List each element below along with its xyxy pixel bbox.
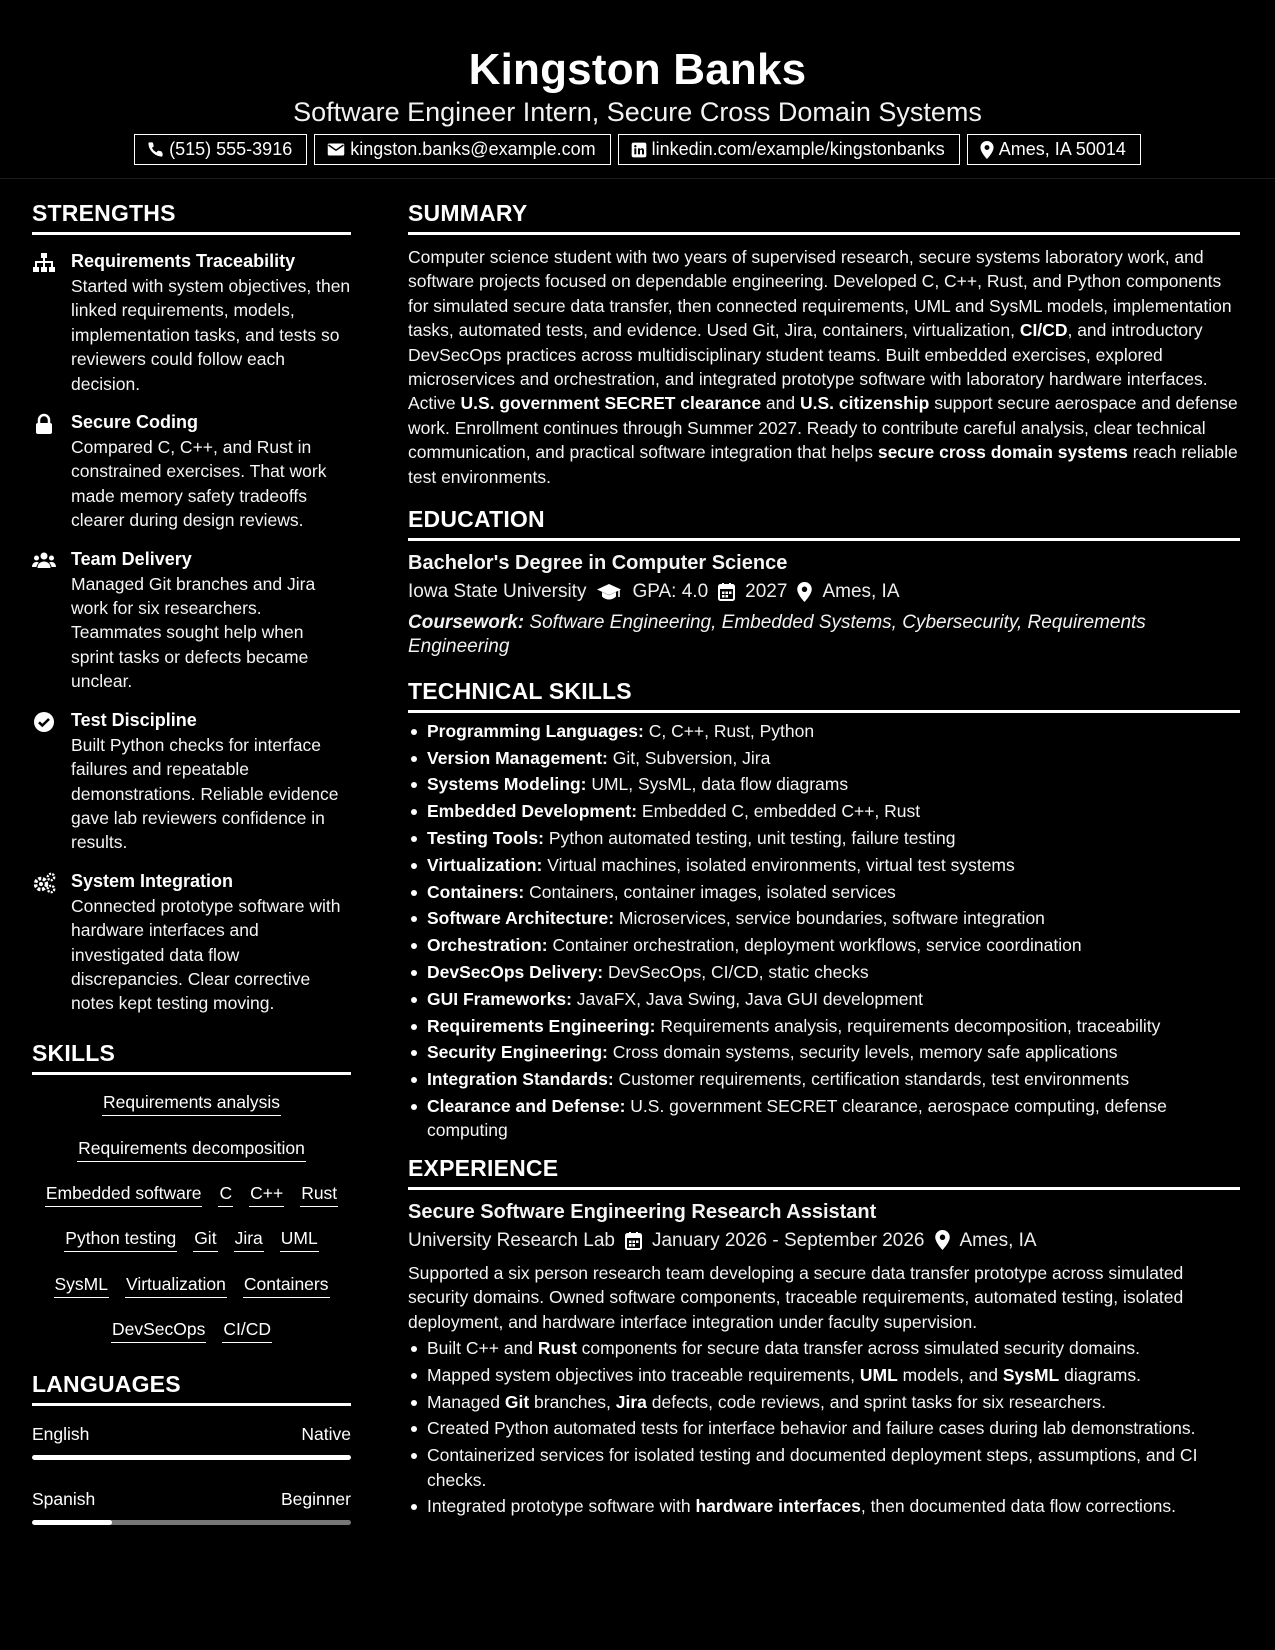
language-item [32,1422,351,1460]
skill-tag: Containers [243,1272,330,1298]
education-meta [408,577,1240,606]
language-proficiency-fill [32,1455,351,1460]
technical-skill-item [408,853,1240,877]
resume-header [0,0,1275,179]
technical-skill-value: Requirements analysis, requirements decomposition, traceability [655,1015,1161,1036]
strength-item [32,410,351,533]
skill-tag: DevSecOps [111,1317,206,1343]
technical-skill-label: Embedded Development: [427,801,638,822]
technical-skill-item [408,746,1240,770]
language-item [32,1487,351,1525]
technical-skill-value: Python automated testing, unit testing, failure testing [543,828,956,849]
languages-heading: LANGUAGES [32,1367,351,1406]
technical-skill-label: Containers: [427,881,525,902]
technical-skill-value: Customer requirements, certification standards, test environments [613,1069,1130,1090]
strength-desc: Connected prototype software with hardware interfaces and investigated data flow discrepancies. Clear corrective notes kept testing moving. [71,895,341,1014]
strength-desc: Compared C, C++, and Rust in constrained exercises. That work made memory safety tradeoffs clearer during design reviews. [71,437,327,531]
technical-skills-heading: TECHNICAL SKILLS [408,674,1240,713]
technical-skill-item [408,880,1240,904]
technical-skill-item [408,772,1240,796]
technical-skill-label: Systems Modeling: [427,774,587,795]
technical-skill-item [408,987,1240,1011]
technical-skill-value: C, C++, Rust, Python [643,720,815,741]
technical-skill-value: U.S. government SECRET clearance, aerospace computing, defense computing [427,1096,1167,1141]
skill-tag: C++ [249,1181,284,1207]
technical-skill-item [408,1040,1240,1064]
contact-location-text: Ames, IA 50014 [998,139,1126,159]
school-name: Iowa State University [408,581,587,603]
skills-tag-row [32,1217,351,1262]
job-bullet: Containerized services for isolated testing and documented deployment steps, assumptions, and CI checks. [408,1443,1240,1492]
technical-skill-value: Container orchestration, deployment workflows, service coordination [547,935,1082,956]
contact-phone[interactable] [134,134,307,165]
job-bullet: Created Python automated tests for interface behavior and failure cases during lab demonstrations. [408,1416,1240,1440]
strength-item [32,547,351,694]
language-proficiency-fill [32,1520,112,1525]
skills-tag-row [32,1081,351,1126]
calendar-icon [718,582,735,601]
technical-skill-item [408,1067,1240,1091]
skill-tag: Requirements decomposition [77,1136,306,1162]
coursework [408,611,1240,660]
language-name: English [32,1423,90,1444]
strength-item [32,249,351,396]
linkedin-icon [631,142,647,158]
technical-skills-list [408,719,1240,1143]
skill-tag: Virtualization [125,1272,227,1298]
strength-desc: Started with system objectives, then linked requirements, models, implementation tasks, and tests so reviewers could follow each decision. [71,276,351,394]
calendar-icon [625,1231,642,1250]
technical-skill-label: Requirements Engineering: [427,1015,656,1036]
graduation-year: 2027 [745,581,788,603]
job-bullets [408,1336,1240,1519]
strength-title: Team Delivery [71,548,192,569]
job-dates: January 2026 - September 2026 [651,1229,925,1251]
technical-skill-item [408,826,1240,850]
job-bullet: Built C++ and Rust components for secure data transfer across simulated security domains. [408,1336,1240,1360]
envelope-icon [327,142,345,157]
technical-skill-value: Git, Subversion, Jira [607,747,771,768]
skills-heading: SKILLS [32,1036,351,1075]
strength-title: Test Discipline [71,709,197,730]
job-bullet: Mapped system objectives into traceable requirements, UML models, and SysML diagrams. [408,1363,1240,1387]
technical-skill-item [408,1014,1240,1038]
summary-heading: SUMMARY [408,196,1240,235]
technical-skill-value: Embedded C, embedded C++, Rust [637,801,921,822]
technical-skill-value: Microservices, service boundaries, software integration [614,908,1045,929]
strength-title: Requirements Traceability [71,251,296,271]
skill-tag: Rust [300,1181,338,1207]
language-name: Spanish [32,1488,96,1509]
users-icon [32,550,56,572]
skill-tag: UML [280,1226,319,1252]
technical-skill-label: Integration Standards: [427,1069,614,1090]
technical-skill-label: Testing Tools: [427,828,544,849]
strength-title: System Integration [71,870,234,891]
coursework-list: Software Engineering, Embedded Systems, Cybersecurity, Requirements Engineering [408,612,1146,658]
technical-skill-item [408,960,1240,984]
technical-skill-value: Cross domain systems, security levels, memory safe applications [607,1042,1118,1063]
map-marker-icon [797,582,812,602]
contact-email-text: kingston.banks@example.com [350,139,596,159]
technical-skill-label: Programming Languages: [427,720,644,741]
graduation-cap-icon [596,583,622,601]
skill-tag: Python testing [64,1226,177,1252]
technical-skill-item [408,906,1240,930]
experience-heading: EXPERIENCE [408,1151,1240,1190]
contact-linkedin-text: linkedin.com/example/kingstonbanks [651,139,945,159]
language-level: Beginner [280,1488,351,1509]
gears-icon [32,872,56,894]
right-column [408,196,1240,1521]
job-bullet: Integrated prototype software with hardware interfaces, then documented data flow corrections. [408,1494,1240,1518]
skill-tag: CI/CD [222,1317,272,1343]
technical-skill-label: Software Architecture: [427,908,615,929]
contact-phone-text: (515) 555-3916 [169,139,293,159]
technical-skill-label: DevSecOps Delivery: [427,962,604,983]
check-circle-icon [32,711,56,733]
technical-skill-item [408,799,1240,823]
job-description: Supported a six person research team developing a secure data transfer prototype across simulated security domains. Owned software components, traceable requirements, automated testing, isolated deployment, and hardware interface integration under faculty supervision. [408,1262,1184,1332]
degree-title: Bachelor's Degree in Computer Science [408,552,788,575]
technical-skill-label: GUI Frameworks: [427,988,572,1009]
gpa: GPA: 4.0 [632,581,709,603]
skill-tag: Embedded software [45,1181,203,1207]
contact-location [967,134,1141,165]
technical-skill-value: Containers, container images, isolated services [524,881,896,902]
language-proficiency-bar [32,1455,351,1460]
summary-text: Computer science student with two years of supervised research, secure systems laboratory work, and software projects focused on dependable engineering. Developed C, C++, Rust, and Python components for simulated secure data transfer, then connected requirements, UML and SysML models, implementation tasks, automated tests, and evidence. Used Git, Jira, containers, virtualization, CI/CD, and introductory DevSecOps practices across multidisciplinary student teams. Built embedded exercises, explored microservices and orchestration, and integrated prototype software with laboratory hardware interfaces. Active U.S. government SECRET clearance and U.S. citizenship support secure aerospace and defense work. Enrollment continues through Summer 2027. Ready to contribute careful analysis, clear technical communication, and practical software integration that helps secure cross domain systems reach reliable test environments. [408,247,1238,487]
technical-skill-value: DevSecOps, CI/CD, static checks [603,962,869,983]
technical-skill-value: Virtual machines, isolated environments, virtual test systems [542,854,1015,875]
education-heading: EDUCATION [408,502,1240,541]
employer-name: University Research Lab [408,1229,615,1251]
coursework-label: Coursework: [408,612,525,634]
technical-skill-item [408,719,1240,743]
technical-skill-item [408,933,1240,957]
map-marker-icon [935,1230,950,1250]
technical-skill-label: Virtualization: [427,854,543,875]
technical-skill-item [408,1094,1240,1143]
language-proficiency-bar [32,1520,351,1525]
map-marker-icon [980,141,994,159]
contact-bar [0,134,1275,165]
job-bullet: Managed Git branches, Jira defects, code reviews, and sprint tasks for six researchers. [408,1390,1240,1414]
sitemap-icon [32,252,56,274]
strength-item [32,869,351,1016]
skill-tag: SysML [54,1272,109,1298]
technical-skill-label: Clearance and Defense: [427,1096,626,1117]
skills-tag-row [32,1171,351,1216]
skill-tag: Jira [234,1226,264,1252]
skill-tag: Git [193,1226,217,1252]
language-level: Native [301,1423,351,1444]
candidate-name: Kingston Banks [468,45,807,94]
contact-email[interactable] [314,134,610,165]
strengths-heading: STRENGTHS [32,196,351,235]
skills-tag-row [32,1126,351,1171]
skills-tag-cloud [32,1081,351,1353]
lock-icon [32,413,56,435]
phone-icon [147,141,164,158]
skill-tag: C [218,1181,233,1207]
candidate-title: Software Engineer Intern, Secure Cross Domain Systems [293,97,982,127]
education-location: Ames, IA [822,581,900,603]
strength-title: Secure Coding [71,412,199,433]
technical-skill-value: JavaFX, Java Swing, Java GUI development [571,988,924,1009]
strength-desc: Managed Git branches and Jira work for six researchers. Teammates sought help when sprint tasks or defects became unclear. [71,573,316,692]
skills-tag-row [32,1307,351,1352]
technical-skill-value: UML, SysML, data flow diagrams [586,774,849,795]
left-column [32,196,351,1525]
job-location: Ames, IA [959,1229,1037,1251]
strength-desc: Built Python checks for interface failures and repeatable demonstrations. Reliable evidence gave lab reviewers confidence in results. [71,734,339,853]
technical-skill-label: Security Engineering: [427,1042,608,1063]
technical-skill-label: Version Management: [427,747,608,768]
strength-item [32,708,351,855]
job-title: Secure Software Engineering Research Assistant [408,1200,877,1223]
skills-tag-row [32,1262,351,1307]
technical-skill-label: Orchestration: [427,935,548,956]
contact-linkedin[interactable] [618,134,960,165]
skill-tag: Requirements analysis [102,1090,281,1116]
job-meta [408,1226,1240,1255]
